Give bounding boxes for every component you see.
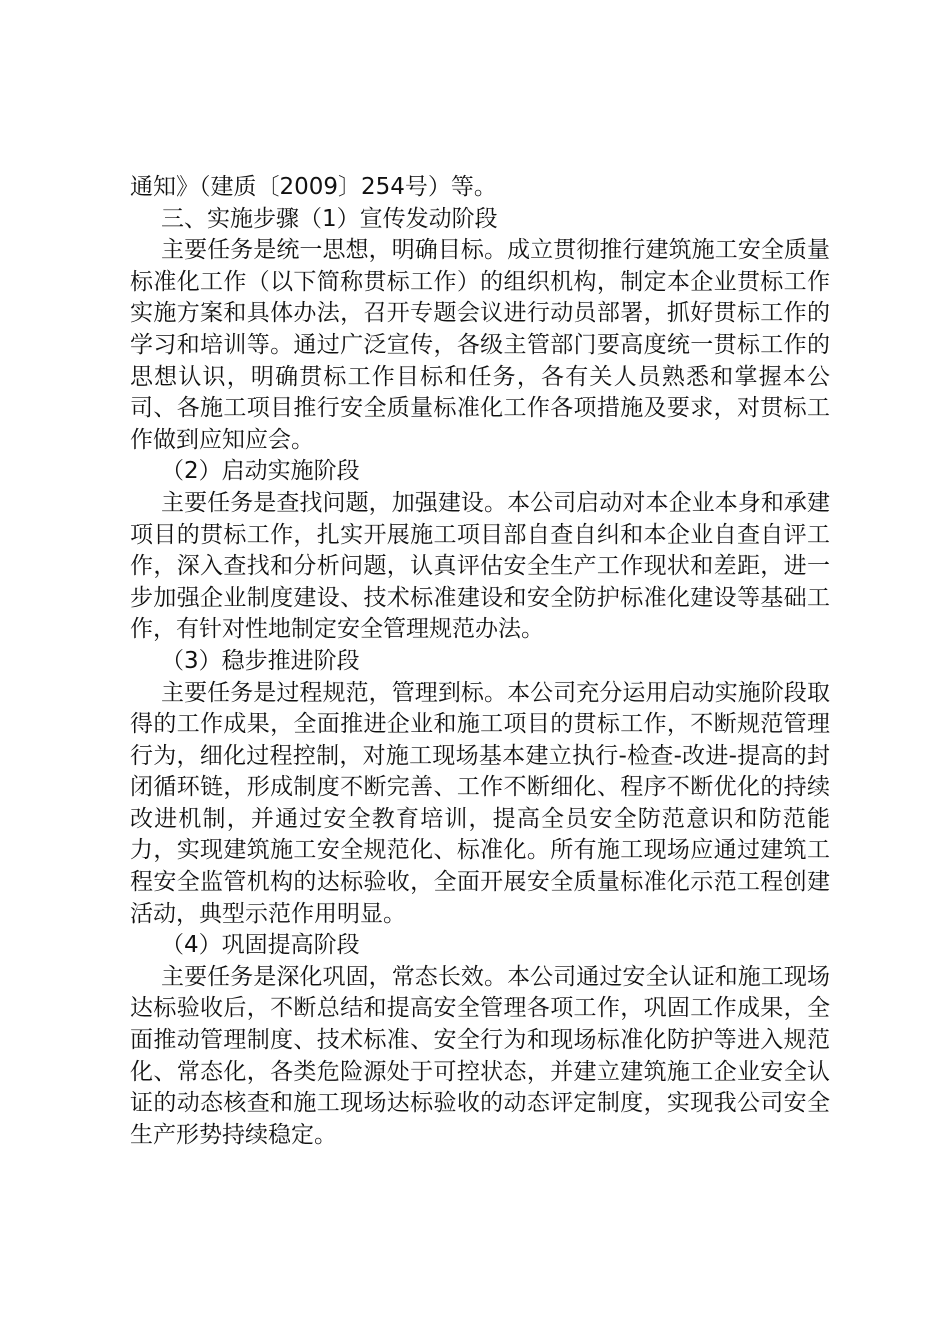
heading-stage-3: （3）稳步推进阶段	[161, 647, 360, 674]
paragraph-stage-1: 主要任务是统一思想，明确目标。成立贯彻推行建筑施工安全质量标准化工作（以下简称贯标工作）的组织机构，制定本企业贯标工作实施方案和具体办法，召开专题会议进行动员部署，抓好贯标工作的学习和培训等。通过广泛宣传，各级主管部门要高度统一贯标工作的思想认识，明确贯标工作目标和任务，各有关人员熟悉和掌握本公司、各施工项目推行安全质量标准化工作各项措施及要求，对贯标工作做到应知应会。	[130, 237, 830, 453]
heading-stage-2: （2）启动实施阶段	[161, 458, 360, 485]
paragraph-stage-2: 主要任务是查找问题，加强建设。本公司启动对本企业本身和承建项目的贯标工作，扎实开展施工项目部自查自纠和本企业自查自评工作，深入查找和分析问题，认真评估安全生产工作现状和差距，进一步加强企业制度建设、技术标准建设和安全防护标准化建设等基础工作，有针对性地制定安全管理规范办法。	[130, 489, 830, 643]
heading-stage-4: （4）巩固提高阶段	[161, 932, 360, 959]
document-body	[130, 172, 830, 1151]
paragraph-stage-4: 主要任务是深化巩固，常态长效。本公司通过安全认证和施工现场达标验收后，不断总结和提高安全管理各项工作，巩固工作成果，全面推动管理制度、技术标准、安全行为和现场标准化防护等进入规范化、常态化，各类危险源处于可控状态，并建立建筑施工企业安全认证的动态核查和施工现场达标验收的动态评定制度，实现我公司安全生产形势持续稳定。	[130, 963, 830, 1148]
paragraph-stage-3: 主要任务是过程规范，管理到标。本公司充分运用启动实施阶段取得的工作成果，全面推进企业和施工项目的贯标工作，不断规范管理行为，细化过程控制，对施工现场基本建立执行-检查-改进-提高的封闭循环链，形成制度不断完善、工作不断细化、程序不断优化的持续改进机制，并通过安全教育培训，提高全员安全防范意识和防范能力，实现建筑施工安全规范化、标准化。所有施工现场应通过建筑工程安全监管机构的达标验收，全面开展安全质量标准化示范工程创建活动，典型示范作用明显。	[130, 679, 830, 927]
heading-implementation-steps: 三、实施步骤（1）宣传发动阶段	[161, 205, 498, 232]
paragraph-notice-tail: 通知》（建质〔2009〕254号）等。	[130, 174, 497, 200]
